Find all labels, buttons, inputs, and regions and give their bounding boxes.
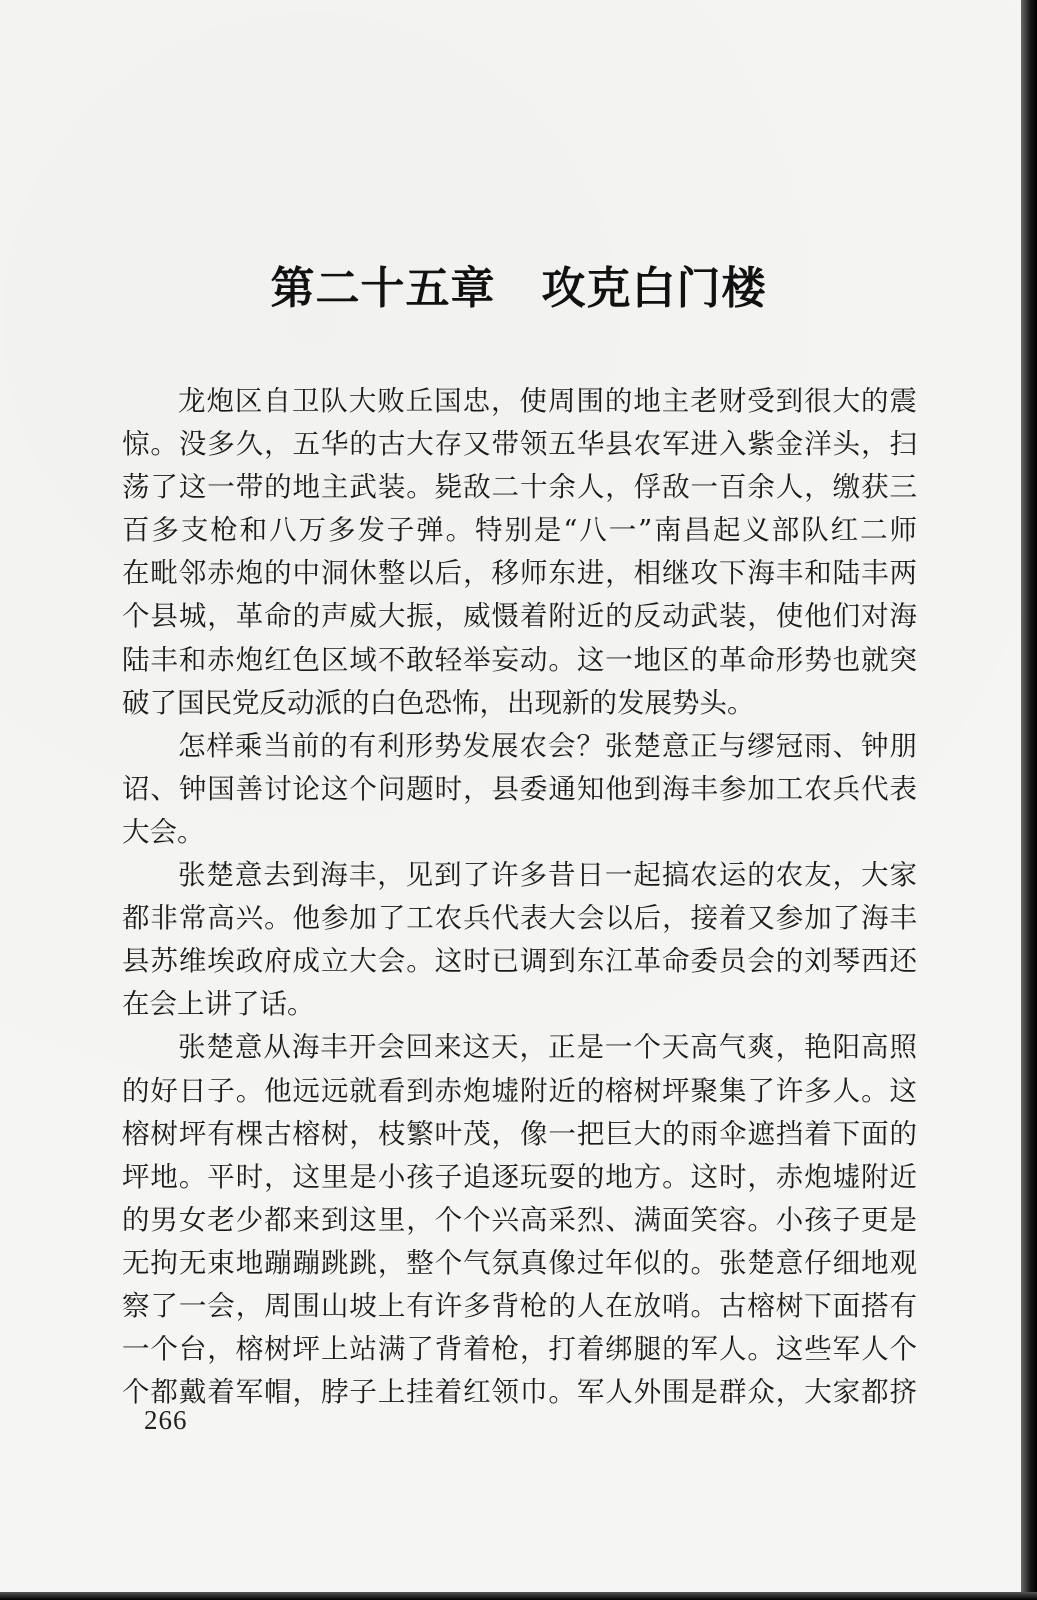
- body-text: [122, 380, 917, 1414]
- text-line: 在会上讲了话。: [122, 988, 315, 1021]
- text-line: 个都戴着军帽，脖子上挂着红领巾。军人外围是群众，大家都挤: [122, 1376, 917, 1409]
- scan-edge-bottom: [0, 1592, 1037, 1600]
- text-line: 无拘无束地蹦蹦跳跳，整个气氛真像过年似的。张楚意仔细地观: [122, 1246, 917, 1279]
- text-line: 大会。: [122, 815, 205, 848]
- scan-edge-right: [1021, 0, 1037, 1600]
- text-line: 的好日子。他远远就看到赤炮墟附近的榕树坪聚集了许多人。这: [122, 1074, 917, 1107]
- text-line: 怎样乘当前的有利形势发展农会？张楚意正与缪冠雨、钟朋: [178, 729, 917, 762]
- text-line: 荡了这一带的地主武装。毙敌二十余人，俘敌一百余人，缴获三: [122, 471, 917, 504]
- text-line: 坪地。平时，这里是小孩子追逐玩耍的地方。这时，赤炮墟附近: [122, 1160, 917, 1193]
- chapter-number: 第二十五章: [270, 263, 496, 314]
- text-line: 张楚意从海丰开会回来这天，正是一个天高气爽，艳阳高照: [178, 1031, 917, 1064]
- text-line: 破了国民党反动派的白色恐怖，出现新的发展势头。: [122, 686, 755, 719]
- text-line: 张楚意去到海丰，见到了许多昔日一起搞农运的农友，大家: [178, 859, 917, 892]
- text-line: 龙炮区自卫队大败丘国忠，使周围的地主老财受到很大的震: [178, 385, 917, 417]
- page-number: 266: [144, 1405, 188, 1435]
- text-line: 县苏维埃政府成立大会。这时已调到东江革命委员会的刘琴西还: [122, 945, 917, 978]
- text-line: 都非常高兴。他参加了工农兵代表大会以后，接着又参加了海丰: [122, 902, 917, 935]
- text-line: 个县城，革命的声威大振，威慑着附近的反动武装，使他们对海: [122, 600, 917, 633]
- text-line: 在毗邻赤炮的中洞休整以后，移师东进，相继攻下海丰和陆丰两: [122, 557, 917, 590]
- chapter-title: 攻克白门楼: [541, 263, 767, 314]
- chapter-heading: [0, 252, 1037, 316]
- text-line: 百多支枪和八万多发子弹。特别是“八一”南昌起义部队红二师: [122, 514, 917, 547]
- text-line: 察了一会，周围山坡上有许多背枪的人在放哨。古榕树下面搭有: [122, 1289, 917, 1322]
- text-line: 惊。没多久，五华的古大存又带领五华县农军进入紫金洋头，扫: [122, 428, 917, 461]
- text-line: 诏、钟国善讨论这个问题时，县委通知他到海丰参加工农兵代表: [122, 772, 917, 805]
- text-line: 一个台，榕树坪上站满了背着枪，打着绑腿的军人。这些军人个: [122, 1333, 917, 1366]
- text-line: 陆丰和赤炮红色区域不敢轻举妄动。这一地区的革命形势也就突: [122, 643, 917, 676]
- text-line: 榕树坪有棵古榕树，枝繁叶茂，像一把巨大的雨伞遮挡着下面的: [122, 1117, 917, 1150]
- text-line: 的男女老少都来到这里，个个兴高采烈、满面笑容。小孩子更是: [122, 1203, 917, 1236]
